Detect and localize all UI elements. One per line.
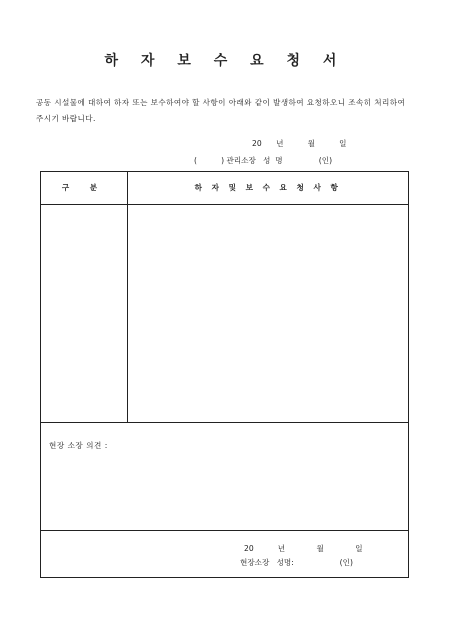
site-manager-signature-line: 현장소장 성명: (인) <box>240 558 353 567</box>
site-manager-opinion-section[interactable] <box>41 422 408 530</box>
page-title: 하 자 보 수 요 청 서 <box>104 53 346 69</box>
footer-date-line: 20 년 월 일 <box>244 544 363 553</box>
site-manager-signature-section <box>41 530 408 577</box>
request-form-table <box>40 171 409 578</box>
intro-paragraph: 공동 시설물에 대하여 하자 또는 보수하여야 할 사항이 아래와 같이 발생하여 요청하오니 조속히 처리하여 주시기 바랍니다. <box>36 98 406 123</box>
manager-signature-line: ( ) 관리소장 성 명 (인) <box>194 156 333 165</box>
request-date-line: 20 년 월 일 <box>252 139 347 148</box>
site-manager-opinion-label: 현장 소장 의견 : <box>49 441 108 450</box>
details-cell[interactable] <box>128 205 408 422</box>
category-cell[interactable] <box>41 205 127 422</box>
details-column-header: 하 자 및 보 수 요 청 사 항 <box>194 183 342 192</box>
table-header-row <box>41 172 408 205</box>
category-column-header: 구 분 <box>61 183 107 192</box>
